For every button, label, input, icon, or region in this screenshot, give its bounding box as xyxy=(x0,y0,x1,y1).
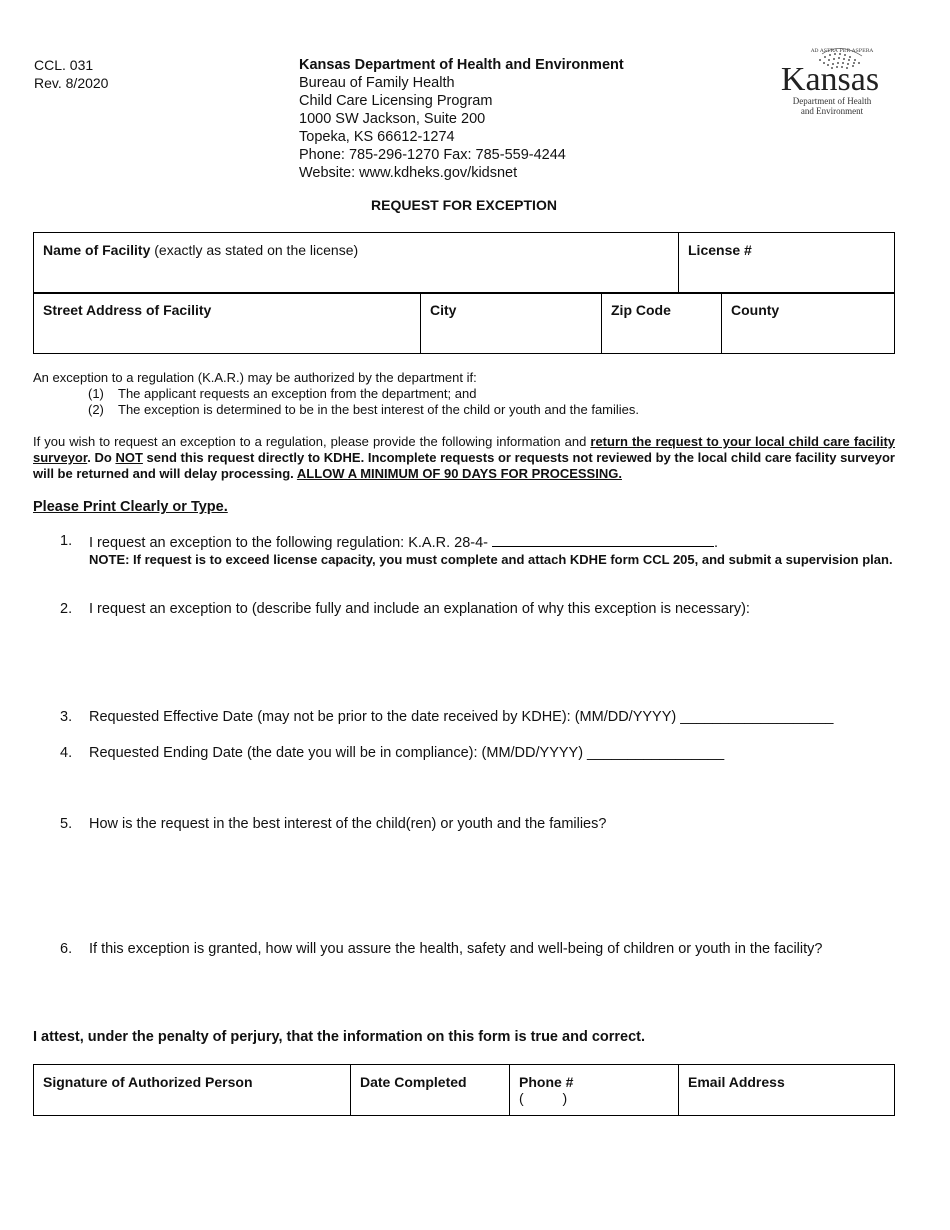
phone-field[interactable] xyxy=(509,1065,678,1115)
question-text: I request an exception to (describe fully and include an explanation of why this exception is necessary): xyxy=(89,601,750,617)
attestation-statement: I attest, under the penalty of perjury, that the information on this form is true and correct. xyxy=(33,1029,646,1045)
question-2 xyxy=(60,600,896,618)
condition-item xyxy=(33,386,903,402)
print-clearly-heading: Please Print Clearly or Type. xyxy=(33,499,228,515)
kdhe-logo-graphic xyxy=(770,44,888,120)
question-number: 1. xyxy=(60,533,73,549)
question-6 xyxy=(60,940,896,958)
intro-section xyxy=(33,370,903,418)
ending-date-text: Requested Ending Date (the date you will be in compliance): (MM/DD/YYYY) _________________ xyxy=(89,745,725,761)
agency-bureau: Bureau of Family Health xyxy=(299,75,455,91)
condition-number: (2) xyxy=(88,402,104,417)
email-field[interactable] xyxy=(678,1065,894,1115)
svg-text:Kansas: Kansas xyxy=(780,61,880,98)
agency-address-block xyxy=(299,56,719,182)
agency-street: 1000 SW Jackson, Suite 200 xyxy=(299,111,486,127)
instructions-paragraph xyxy=(33,434,895,482)
city-label: City xyxy=(430,302,457,318)
question-number: 3. xyxy=(60,709,73,725)
svg-text:Department of Health: Department of Health xyxy=(792,96,872,106)
svg-text:and Environment: and Environment xyxy=(800,106,864,116)
capacity-note: NOTE: If request is to exceed license capacity, you must complete and attach KDHE form CCL 205, and submit a supervision plan. xyxy=(89,552,893,567)
signature-row xyxy=(33,1064,895,1116)
county-field[interactable] xyxy=(721,293,894,353)
facility-name-note: (exactly as stated on the license) xyxy=(154,242,359,258)
license-number-label: License # xyxy=(688,242,752,258)
phone-area-code: ( ) xyxy=(519,1090,568,1106)
zip-code-label: Zip Code xyxy=(611,302,671,318)
condition-text: The applicant requests an exception from the department; and xyxy=(118,386,477,401)
street-address-label: Street Address of Facility xyxy=(43,302,212,318)
form-code-block xyxy=(34,56,108,92)
effective-date-text: Requested Effective Date (may not be prior to the date received by KDHE): (MM/DD/YYYY) ___________________ xyxy=(89,709,834,725)
signature-field[interactable] xyxy=(34,1065,350,1115)
question-text: If this exception is granted, how will you assure the health, safety and well-being of children or youth in the facility? xyxy=(89,941,823,957)
question-3 xyxy=(60,708,896,726)
instructions-text-bold: . Do xyxy=(87,450,116,465)
signature-label: Signature of Authorized Person xyxy=(43,1074,253,1090)
question-number: 2. xyxy=(60,601,73,617)
kdhe-logo xyxy=(770,44,888,120)
question-5 xyxy=(60,815,896,833)
condition-item xyxy=(33,402,903,418)
agency-program: Child Care Licensing Program xyxy=(299,93,493,109)
condition-number: (1) xyxy=(88,386,104,401)
street-address-field[interactable] xyxy=(34,293,420,353)
agency-name: Kansas Department of Health and Environment xyxy=(299,57,624,73)
question-number: 5. xyxy=(60,816,73,832)
question-number: 4. xyxy=(60,745,73,761)
intro-lead: An exception to a regulation (K.A.R.) may be authorized by the department if: xyxy=(33,370,477,385)
instructions-processing-emphasis: ALLOW A MINIMUM OF 90 DAYS FOR PROCESSING. xyxy=(296,466,622,481)
zip-code-field[interactable] xyxy=(601,293,721,353)
question-4 xyxy=(60,744,896,762)
email-label: Email Address xyxy=(688,1074,785,1090)
agency-phone-fax: Phone: 785-296-1270 Fax: 785-559-4244 xyxy=(299,147,566,163)
agency-website: Website: www.kdheks.gov/kidsnet xyxy=(299,165,518,181)
svg-text:AD ASTRA PER ASPERA: AD ASTRA PER ASPERA xyxy=(810,48,874,54)
date-completed-label: Date Completed xyxy=(360,1074,467,1090)
question-text: How is the request in the best interest of the child(ren) or youth and the families? xyxy=(89,816,607,832)
phone-label: Phone # xyxy=(519,1074,574,1090)
question-text: I request an exception to the following regulation: K.A.R. 28-4- xyxy=(89,535,488,551)
date-completed-field[interactable] xyxy=(350,1065,509,1115)
instructions-text-bold: send this request directly to KDHE. Incomplete requests or requests not reviewed by the local child care facility surveyor will be returned and will delay processing. xyxy=(33,450,895,481)
regulation-number-input[interactable] xyxy=(492,532,714,547)
license-number-field[interactable] xyxy=(678,233,894,292)
question-number: 6. xyxy=(60,941,73,957)
facility-address-row xyxy=(33,293,895,354)
question-end-punct: . xyxy=(714,535,719,551)
facility-name-label: Name of Facility xyxy=(43,242,151,258)
instructions-not-emphasis: NOT xyxy=(115,450,143,465)
form-revision: Rev. 8/2020 xyxy=(34,75,109,91)
instructions-return-emphasis: return the request to your local child care facility surveyor xyxy=(33,434,895,465)
form-code: CCL. 031 xyxy=(34,57,94,73)
question-1 xyxy=(60,532,896,568)
condition-text: The exception is determined to be in the best interest of the child or youth and the families. xyxy=(118,402,640,417)
instructions-text: If you wish to request an exception to a regulation, please provide the following information and xyxy=(33,434,591,449)
facility-name-field[interactable] xyxy=(34,233,678,292)
agency-city: Topeka, KS 66612-1274 xyxy=(299,129,455,145)
county-label: County xyxy=(731,302,780,318)
facility-name-row xyxy=(33,232,895,294)
city-field[interactable] xyxy=(420,293,601,353)
form-title: REQUEST FOR EXCEPTION xyxy=(371,197,557,213)
